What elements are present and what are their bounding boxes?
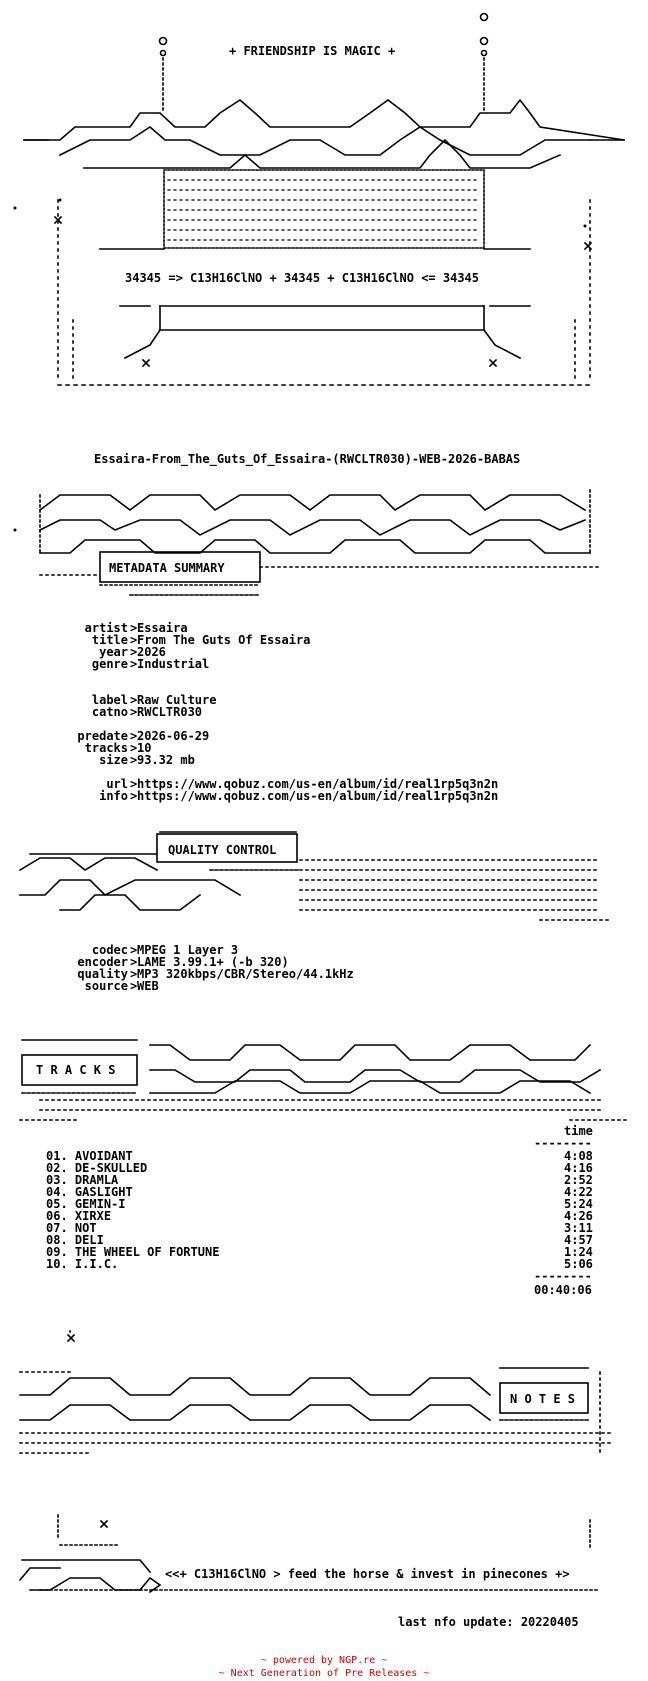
track-number: 05. [46,1197,68,1211]
track-number: 04. [46,1185,68,1199]
track-number: 03. [46,1173,68,1187]
meta-value: Essaira [137,621,188,635]
powered-by-link[interactable]: ~ powered by NGP.re ~ [260,1655,388,1666]
track-title: GEMIN-I [74,1197,126,1211]
meta-url-link[interactable]: https://www.qobuz.com/us-en/album/id/real1rp5q3n2n [137,777,499,791]
track-number: 06. [46,1209,68,1223]
quality-value: MP3 320kbps/CBR/Stereo/44.1kHz [137,967,354,981]
quality-key: quality [77,967,128,981]
track-title: AVOIDANT [74,1149,133,1163]
meta-value: From The Guts Of Essaira [137,633,311,647]
quality-value: LAME 3.99.1+ (-b 320) [137,955,289,969]
total-rule: -------- [534,1269,592,1283]
meta-key: size [99,753,128,767]
meta-key: label [91,693,128,707]
track-title: DELI [74,1233,104,1247]
meta-info-link[interactable]: https://www.qobuz.com/us-en/album/id/real1rp5q3n2n [137,789,499,803]
track-title: XIRXE [74,1209,112,1223]
track-title: DE-SKULLED [74,1161,148,1175]
next-gen-tagline: ~ Next Generation of Pre Releases ~ [218,1668,430,1679]
release-name: Essaira-From_The_Guts_Of_Essaira-(RWCLTR030)-WEB-2026-BABAS [94,452,521,466]
track-number: 07. [46,1221,68,1235]
track-row [46,1258,118,1270]
quality-value: MPEG 1 Layer 3 [137,943,239,957]
last-update: last nfo update: 20220405 [398,1615,579,1629]
track-time: 3:11 [564,1221,593,1235]
track-time: 4:57 [564,1233,593,1247]
time-column-header: time [564,1124,593,1138]
meta-value: 10 [137,741,152,755]
track-number: 02. [46,1161,68,1175]
meta-value: 2026 [137,645,166,659]
track-number: 01. [46,1149,68,1163]
meta-key: predate [77,729,128,743]
quality-key: encoder [77,955,128,969]
quality-key: source [84,979,128,993]
track-time: 1:24 [564,1245,593,1259]
quality-value: WEB [137,979,159,993]
time-header-rule: -------- [534,1136,592,1150]
track-title: NOT [74,1221,97,1235]
meta-value: RWCLTR030 [137,705,203,719]
meta-key: genre [91,657,128,671]
meta-value: 93.32 mb [137,753,195,767]
track-number: 10. [46,1257,68,1271]
meta-key: url [106,777,128,791]
meta-value: 2026-06-29 [137,729,210,743]
quality-key: codec [91,943,128,957]
track-time: 5:24 [564,1197,593,1211]
track-time: 4:22 [564,1185,593,1199]
track-time: 4:26 [564,1209,593,1223]
total-time: 00:40:06 [534,1283,592,1297]
track-time: 4:08 [564,1149,593,1163]
closing-tagline: <<+ C13H16ClNO > feed the horse & invest in pinecones +> [165,1567,570,1581]
track-title: I.I.C. [74,1257,119,1271]
meta-key: tracks [84,741,128,755]
track-number: 08. [46,1233,68,1247]
meta-value: Industrial [137,657,210,671]
track-title: DRAMLA [74,1173,119,1187]
track-time: 4:16 [564,1161,593,1175]
track-title: GASLIGHT [74,1185,133,1199]
meta-key: year [99,645,128,659]
notes-section-title: N O T E S [510,1392,576,1406]
track-time: 5:06 [564,1257,593,1271]
tracks-section-title: T R A C K S [36,1063,116,1077]
meta-key: artist [84,621,128,635]
meta-value: Raw Culture [137,693,217,707]
meta-key: catno [91,705,128,719]
track-title: THE WHEEL OF FORTUNE [74,1245,220,1259]
track-time: 2:52 [564,1173,593,1187]
quality-section-title: QUALITY CONTROL [168,843,277,857]
motto-banner: + FRIENDSHIP IS MAGIC + [229,44,396,58]
formula-line: 34345 => C13H16ClNO + 34345 + C13H16ClNO <= 34345 [125,271,480,285]
track-number: 09. [46,1245,68,1259]
meta-key: info [99,789,128,803]
metadata-section-title: METADATA SUMMARY [109,561,225,575]
meta-key: title [91,633,128,647]
